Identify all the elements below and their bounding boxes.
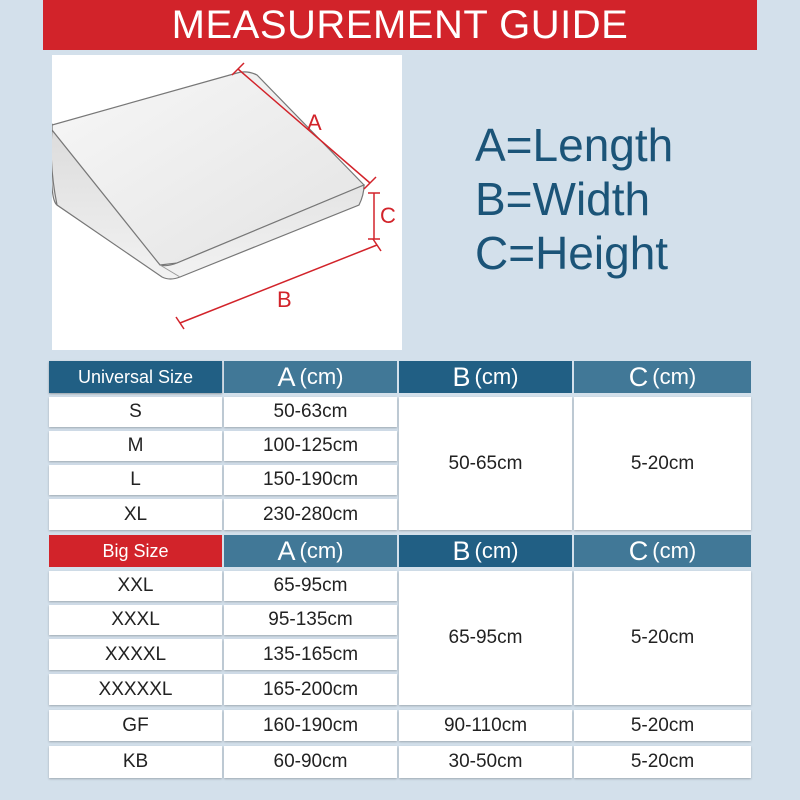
cushion-illustration — [52, 55, 402, 350]
table-row-size: XXXL — [49, 605, 222, 635]
universal-size-header-label: Universal Size — [77, 366, 194, 387]
dimension-c-label: C — [380, 203, 396, 228]
universal-size-header — [49, 361, 222, 393]
table-row-b-value: 30-50cm — [399, 746, 572, 778]
big-b-header — [399, 535, 572, 567]
universal-a-header — [224, 361, 397, 393]
dimension-a-label: A — [307, 110, 322, 135]
table-row-c-value: 5-20cm — [574, 746, 751, 778]
legend-length: A=Length — [475, 119, 674, 171]
big-b-header-unit: (cm) — [474, 538, 519, 563]
universal-c-header-letter: C — [628, 361, 649, 392]
table-row-a-value: 230-280cm — [224, 499, 397, 530]
table-row-size: XXXXXL — [49, 674, 222, 705]
big-b-value: 65-95cm — [399, 571, 572, 705]
table-row-c-value: 5-20cm — [574, 710, 751, 741]
table-row-a-value: 160-190cm — [224, 710, 397, 741]
legend-width: B=Width — [475, 173, 651, 225]
universal-b-header — [399, 361, 572, 393]
legend-height: C=Height — [475, 227, 669, 279]
dimension-b-label: B — [277, 287, 292, 312]
table-row-a-value: 50-63cm — [224, 397, 397, 427]
table-row-size: L — [49, 465, 222, 495]
title-banner — [43, 0, 757, 50]
universal-b-header-unit: (cm) — [474, 364, 519, 389]
big-c-header-letter: C — [628, 535, 649, 566]
table-row-size: S — [49, 397, 222, 427]
table-row-a-value: 95-135cm — [224, 605, 397, 635]
table-row-size: XL — [49, 499, 222, 530]
cushion-shape — [52, 72, 364, 279]
big-a-header-unit: (cm) — [299, 538, 344, 563]
table-row-a-value: 150-190cm — [224, 465, 397, 495]
universal-a-header-unit: (cm) — [299, 364, 344, 389]
table-row-size: XXXXL — [49, 639, 222, 670]
table-row-size: XXL — [49, 571, 222, 601]
big-a-header — [224, 535, 397, 567]
table-row-a-value: 165-200cm — [224, 674, 397, 705]
universal-b-value: 50-65cm — [399, 397, 572, 530]
big-c-value: 5-20cm — [574, 571, 751, 705]
page-title: MEASUREMENT GUIDE — [171, 2, 629, 47]
table-row-size: GF — [49, 710, 222, 741]
big-a-header-letter: A — [277, 535, 296, 566]
universal-c-header — [574, 361, 751, 393]
cushion-diagram — [52, 55, 402, 350]
table-row-size: KB — [49, 746, 222, 778]
big-size-header-label: Big Size — [102, 540, 169, 561]
big-c-header-unit: (cm) — [652, 538, 697, 563]
table-row-a-value: 135-165cm — [224, 639, 397, 670]
dimension-c — [368, 193, 380, 239]
table-row-a-value: 60-90cm — [224, 746, 397, 778]
table-row-size: M — [49, 431, 222, 461]
table-row-a-value: 100-125cm — [224, 431, 397, 461]
big-c-header — [574, 535, 751, 567]
universal-c-header-unit: (cm) — [652, 364, 697, 389]
table-row-b-value: 90-110cm — [399, 710, 572, 741]
universal-b-header-letter: B — [452, 361, 471, 392]
big-b-header-letter: B — [452, 535, 471, 566]
dimension-legend — [475, 118, 795, 280]
table-row-a-value: 65-95cm — [224, 571, 397, 601]
big-size-header — [49, 535, 222, 567]
universal-a-header-letter: A — [277, 361, 296, 392]
universal-c-value: 5-20cm — [574, 397, 751, 530]
